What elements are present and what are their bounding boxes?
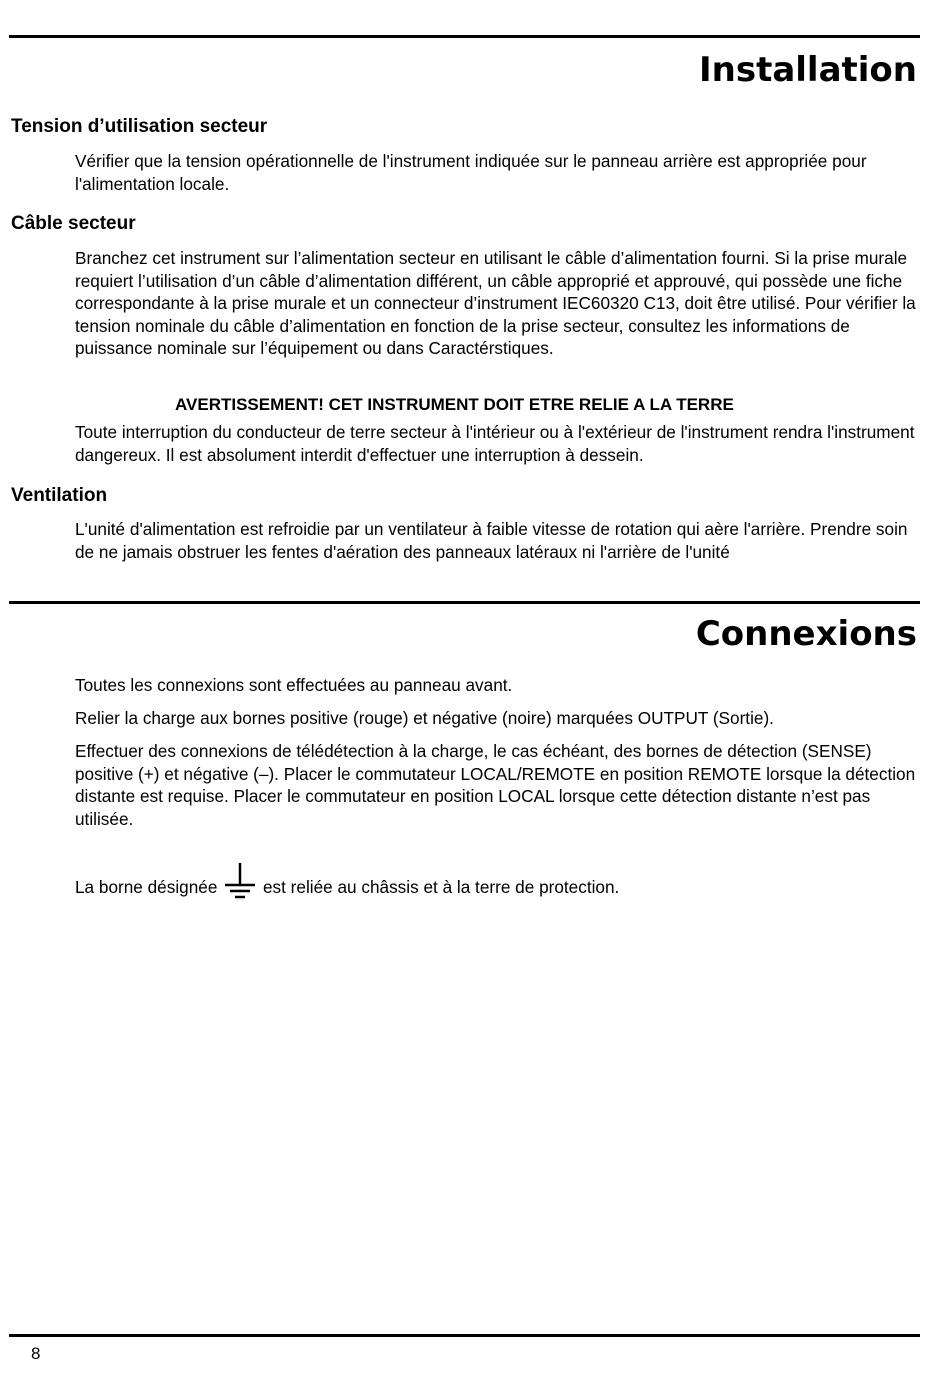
cable-text: Branchez cet instrument sur l’alimentation secteur en utilisant le câble d’alimentation fourni. Si la prise murale requiert l’utilisation d’un câble d’alimentation différent, un câble approprié et approuvé, qui possède une fiche correspondante à la prise murale et un connecteur d’instrument IEC60320 C13, doit être utilisé. Pour vérifier la tension nominale du câble d’alimentation en fonction de la prise secteur, consultez les informations de puissance nominale sur l’équipement ou dans Caractérstiques.	[75, 248, 916, 359]
top-rule	[9, 35, 920, 38]
installation-title: Installation	[698, 50, 917, 90]
ground-icon	[222, 861, 258, 901]
tension-heading: Tension d’utilisation secteur	[11, 116, 268, 137]
bottom-rule	[9, 1334, 920, 1337]
ventilation-text: L'unité d'alimentation est refroidie par un ventilateur à faible vitesse de rotation qui aère l'arrière. Prendre soin de ne jamais obstruer les fentes d'aération des panneaux latéraux ni l'arrière de l'unité	[75, 519, 908, 562]
connexions-paragraph-1: Toutes les connexions sont effectuées au panneau avant.	[75, 675, 513, 695]
warning-heading: AVERTISSEMENT! CET INSTRUMENT DOIT ETRE RELIE A LA TERRE	[175, 395, 734, 414]
connexions-title: Connexions	[695, 614, 917, 654]
connexions-paragraph-3: Effectuer des connexions de télédétection à la charge, le cas échéant, des bornes de détection (SENSE) positive (+) et négative (–). Placer le commutateur LOCAL/REMOTE en position REMOTE lorsque la détection distante est requise. Placer le commutateur en position LOCAL lorsque cette détection distante n’est pas utilisée.	[75, 741, 916, 829]
cable-heading: Câble secteur	[11, 213, 136, 234]
connexions-paragraph-2: Relier la charge aux bornes positive (rouge) et négative (noire) marquées OUTPUT (Sortie).	[75, 708, 774, 728]
section-rule	[9, 601, 920, 604]
warning-text: Toute interruption du conducteur de terre secteur à l'intérieur ou à l'extérieur de l'instrument rendra l'instrument dangereux. Il est absolument interdit d'effectuer une interruption à dessein.	[75, 422, 915, 465]
tension-text: Vérifier que la tension opérationnelle de l'instrument indiquée sur le panneau arrière est appropriée pour l'alimentation locale.	[75, 151, 867, 194]
ground-text-before: La borne désignée	[75, 877, 218, 897]
ventilation-heading: Ventilation	[11, 485, 108, 506]
page-number: 8	[31, 1344, 41, 1363]
connexions-paragraph-4	[75, 861, 920, 901]
ground-text-after: est reliée au châssis et à la terre de protection.	[262, 877, 620, 897]
